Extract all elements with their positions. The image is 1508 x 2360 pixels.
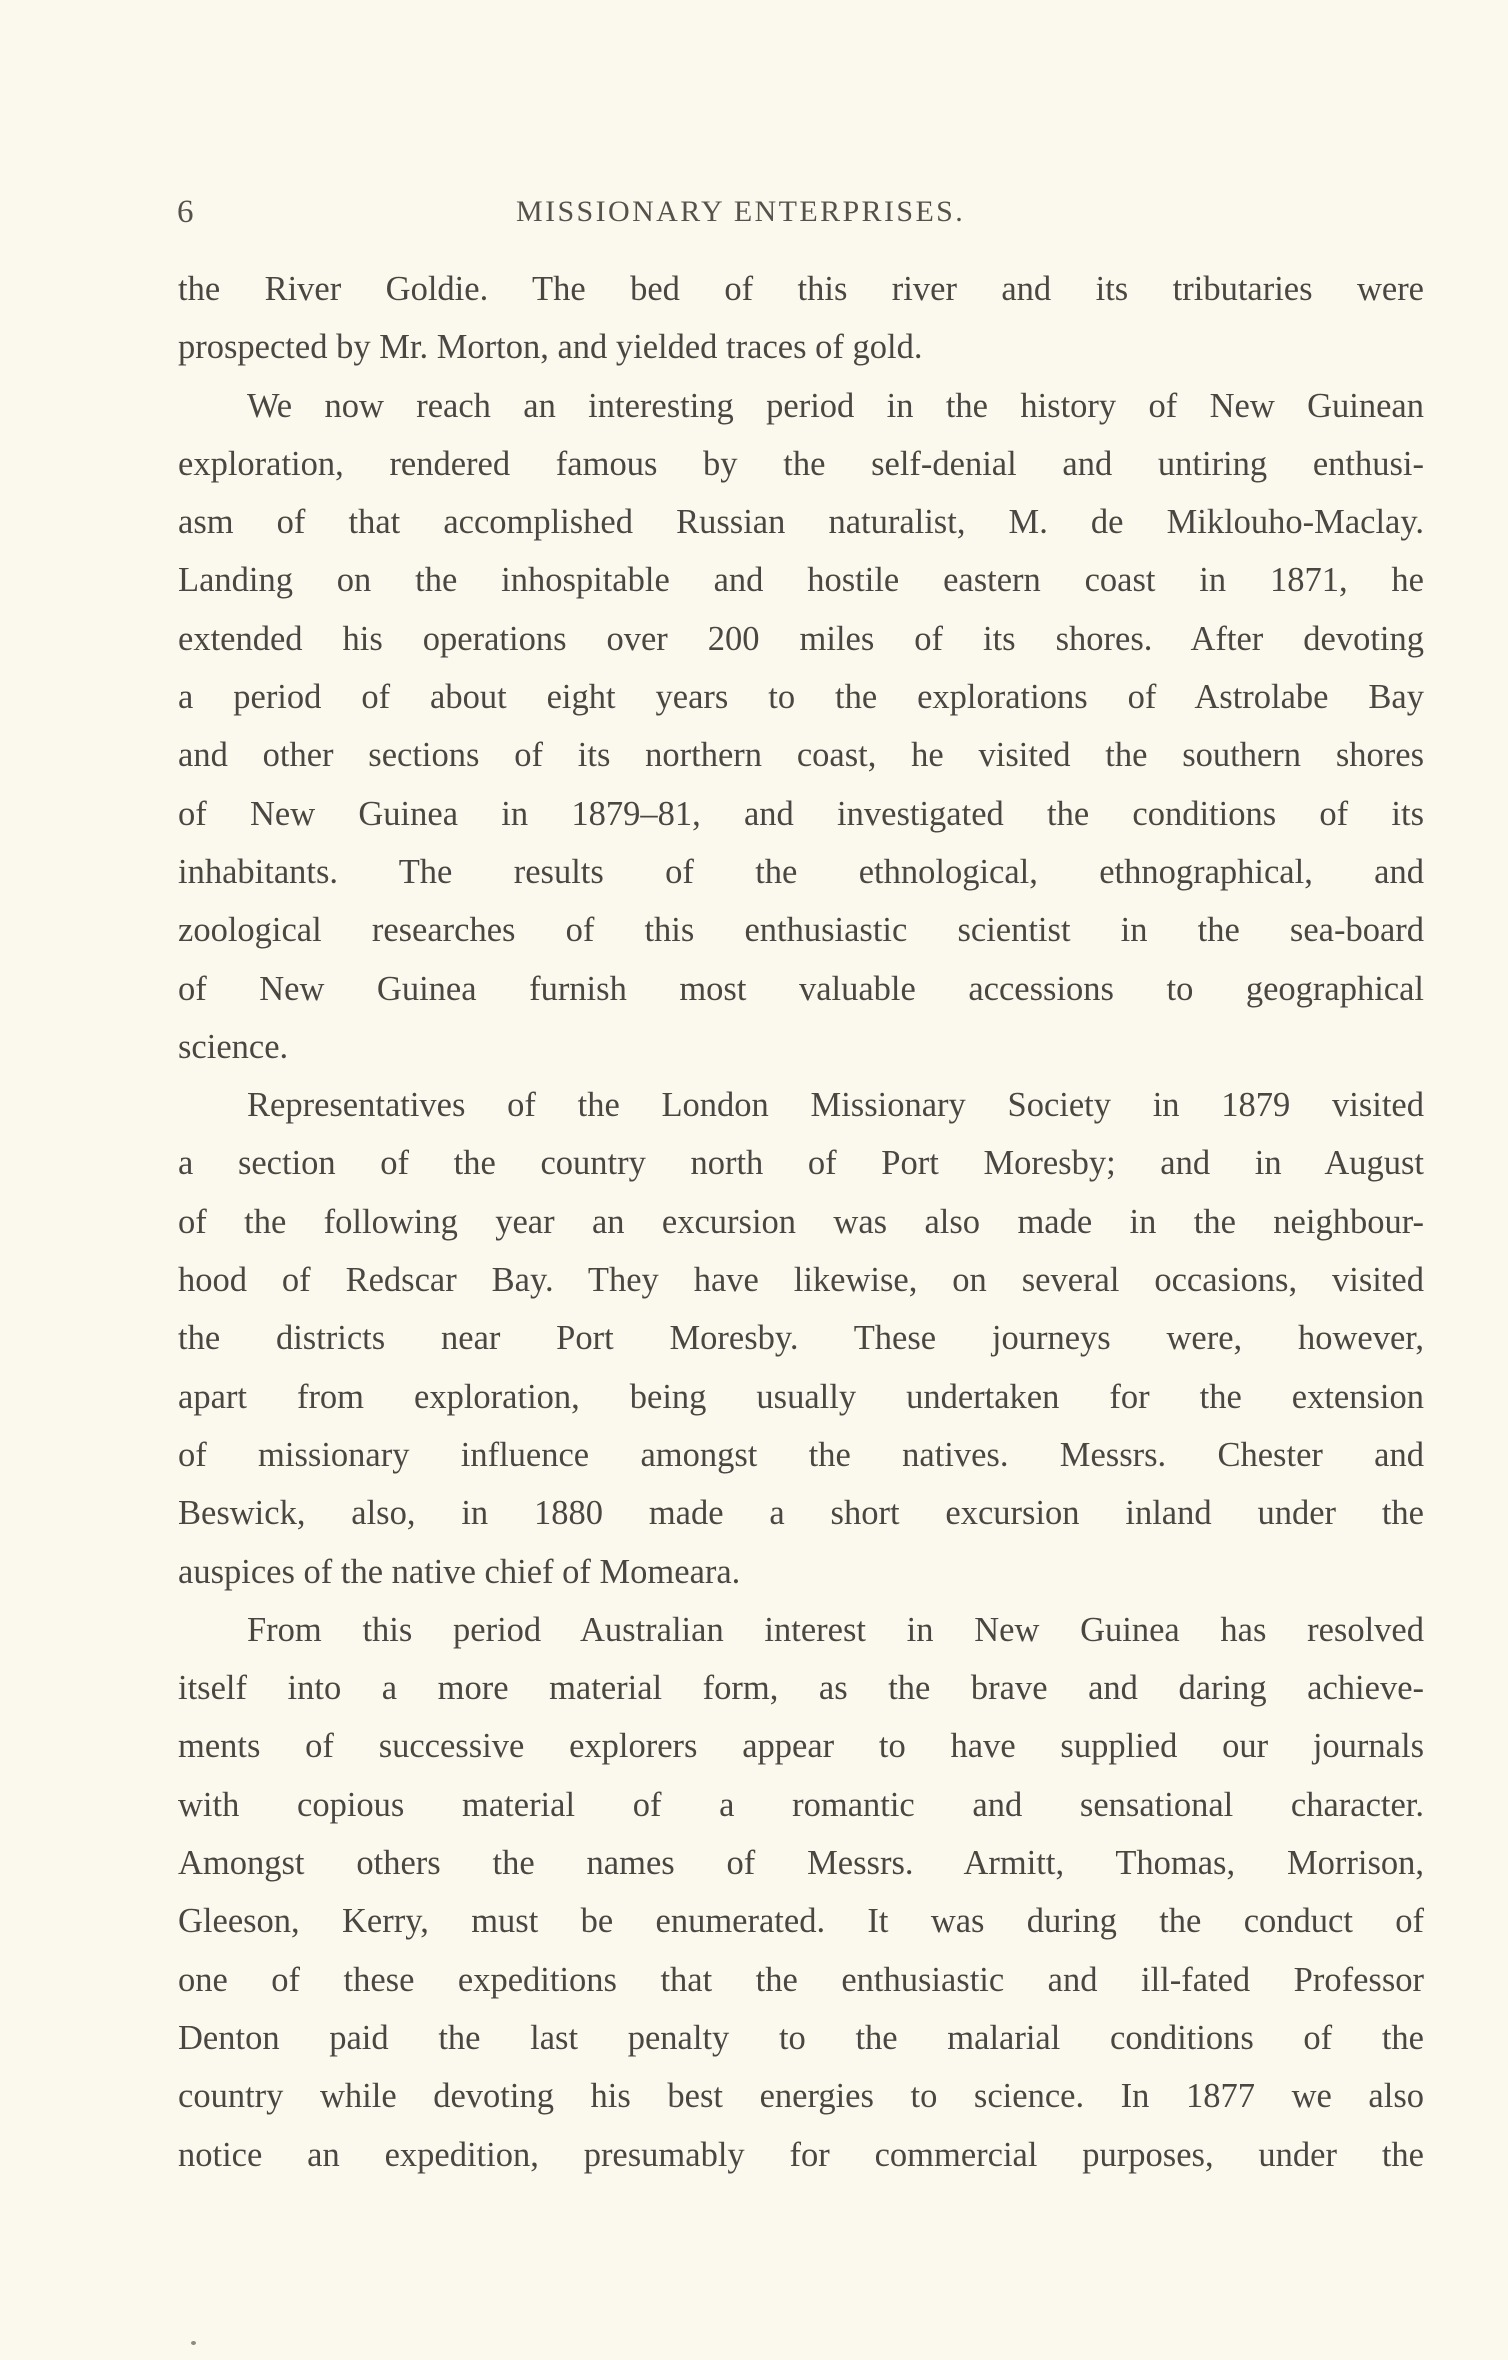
running-title: MISSIONARY ENTERPRISES. bbox=[516, 195, 966, 228]
text-line: From this period Australian interest in New Guinea has resolved bbox=[247, 1610, 1424, 1649]
text-line: extended his operations over 200 miles of its shores. After devoting bbox=[178, 619, 1424, 658]
text-line: a section of the country north of Port Moresby; and in August bbox=[178, 1144, 1424, 1183]
text-line: and other sections of its northern coast, he visited the southern shores bbox=[178, 736, 1424, 775]
text-line: zoological researches of this enthusiastic scientist in the sea-board bbox=[178, 911, 1424, 950]
text-line: itself into a more material form, as the brave and daring achieve- bbox=[178, 1669, 1424, 1708]
running-head bbox=[177, 192, 1423, 232]
scan-speck bbox=[191, 2341, 196, 2345]
text-line: prospected by Mr. Morton, and yielded traces of gold. bbox=[178, 328, 923, 367]
text-line: Representatives of the London Missionary Society in 1879 visited bbox=[247, 1086, 1424, 1125]
text-line: of New Guinea in 1879–81, and investigated the conditions of its bbox=[178, 794, 1424, 833]
text-line: notice an expedition, presumably for commercial purposes, under the bbox=[178, 2135, 1424, 2174]
paragraph bbox=[178, 266, 1424, 383]
text-line: the River Goldie. The bed of this river and its tributaries were bbox=[178, 270, 1424, 308]
text-line: science. bbox=[178, 1027, 289, 1066]
text-line: exploration, rendered famous by the self-denial and untiring enthusi- bbox=[178, 444, 1424, 483]
text-line: of the following year an excursion was also made in the neighbour- bbox=[178, 1202, 1424, 1241]
paragraph bbox=[178, 1607, 1424, 2190]
text-line: ments of successive explorers appear to have supplied our journals bbox=[178, 1727, 1424, 1766]
text-line: a period of about eight years to the explorations of Astrolabe Bay bbox=[178, 678, 1424, 717]
text-line: We now reach an interesting period in the history of New Guinean bbox=[247, 386, 1424, 425]
text-line: of missionary influence amongst the natives. Messrs. Chester and bbox=[178, 1435, 1424, 1474]
text-line: asm of that accomplished Russian naturalist, M. de Miklouho-Maclay. bbox=[178, 503, 1424, 542]
text-line: auspices of the native chief of Momeara. bbox=[178, 1552, 741, 1591]
page-number: 6 bbox=[177, 194, 194, 230]
text-line: Landing on the inhospitable and hostile eastern coast in 1871, he bbox=[178, 561, 1424, 600]
text-line: Gleeson, Kerry, must be enumerated. It was during the conduct of bbox=[178, 1902, 1424, 1941]
paragraph bbox=[178, 383, 1424, 1083]
text-line: of New Guinea furnish most valuable accessions to geographical bbox=[178, 969, 1424, 1008]
text-line: country while devoting his best energies to science. In 1877 we also bbox=[178, 2077, 1424, 2116]
text-line: with copious material of a romantic and sensational character. bbox=[178, 1785, 1424, 1824]
text-line: Beswick, also, in 1880 made a short excursion inland under the bbox=[178, 1494, 1424, 1533]
text-line: the districts near Port Moresby. These journeys were, however, bbox=[178, 1319, 1424, 1358]
body-text bbox=[178, 266, 1424, 2190]
text-line: one of these expeditions that the enthusiastic and ill-fated Professor bbox=[178, 1960, 1424, 1999]
text-line: apart from exploration, being usually undertaken for the extension bbox=[178, 1377, 1424, 1416]
text-line: inhabitants. The results of the ethnological, ethnographical, and bbox=[178, 852, 1424, 891]
text-line: Amongst others the names of Messrs. Armitt, Thomas, Morrison, bbox=[178, 1844, 1424, 1883]
paragraph bbox=[178, 1082, 1424, 1607]
text-line: Denton paid the last penalty to the malarial conditions of the bbox=[178, 2018, 1424, 2057]
text-line: hood of Redscar Bay. They have likewise, on several occasions, visited bbox=[178, 1261, 1424, 1300]
